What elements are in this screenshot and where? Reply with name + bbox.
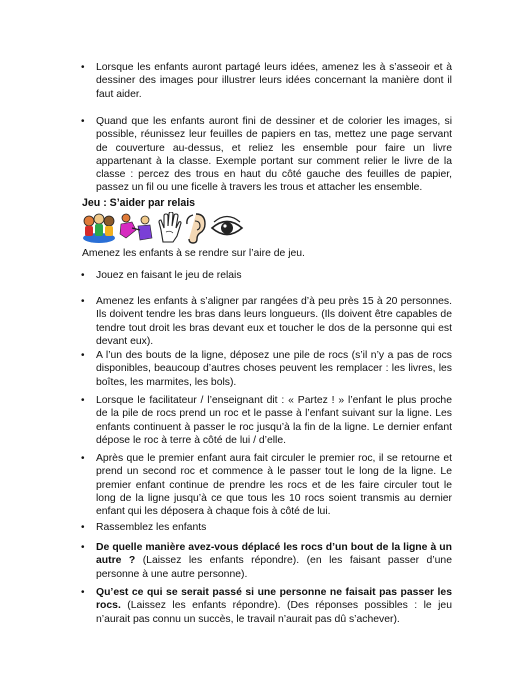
bullet-dot: • — [81, 350, 85, 361]
list-item — [81, 115, 452, 195]
list-item-text: Lorsque les enfants auront partagé leurs idées, amenez les à s’asseoir et à dessiner des images pour illustrer leurs idées concernant la manière dont il faut aider. — [96, 62, 452, 100]
list-item — [81, 541, 452, 581]
bullet-dot: • — [81, 542, 85, 553]
helping-hands-icon — [118, 212, 154, 244]
list-item-text: A l’un des bouts de la ligne, déposez une pile de rocs (s’il n’y a pas de rocs disponibles, beaucoup d’autres choses peuvent les remplacer : les livres, les boîtes, les marmites, les bols). — [96, 350, 452, 388]
list-item — [81, 269, 452, 282]
list-item — [81, 521, 452, 534]
bullet-dot: • — [81, 270, 85, 281]
list-item — [81, 295, 452, 348]
eye-icon — [210, 212, 244, 244]
list-item — [81, 586, 452, 626]
list-item-text: (Laissez les enfants répondre). (Des réponses possibles : le jeu n’aurait pas connu un succès, le travail n’aurait pas dû s’achever). — [96, 600, 452, 625]
list-item-text: (Laissez les enfants répondre). (en les faisant passer d’une personne à une autre personne). — [96, 555, 452, 580]
bullet-dot: • — [81, 522, 85, 533]
list-item-text: Amenez les enfants à s’aligner par rangées d’à peu près 15 à 20 personnes. Ils doivent tendre les bras dans leurs longueurs. (Ils doivent être capables de tendre tout droit les bras devant eux et toucher le dos de la personne qui est devant eux). — [96, 296, 452, 347]
game-intro: Amenez les enfants à se rendre sur l’aire de jeu. — [82, 248, 305, 259]
list-item — [81, 61, 452, 101]
list-item-text: Jouez en faisant le jeu de relais — [96, 270, 242, 281]
bullet-dot: • — [81, 296, 85, 307]
list-item-text: Lorsque le facilitateur / l’enseignant dit : « Partez ! » l’enfant le plus proche de la pile de rocs prend un roc et le passe à l’enfant suivant sur la ligne. Les enfants continuent à passer le roc jusqu’à la fin de la ligne. Le dernier enfant dépose le roc à terre à côté de lui / d’elle. — [96, 395, 452, 446]
ear-icon — [185, 212, 207, 244]
bullet-dot: • — [81, 587, 85, 598]
icon-row — [82, 212, 262, 246]
hand-icon — [157, 212, 183, 244]
section-heading: Jeu : S’aider par relais — [82, 197, 196, 209]
bullet-dot: • — [81, 453, 85, 464]
bullet-dot: • — [81, 116, 85, 127]
bullet-dot: • — [81, 62, 85, 73]
list-item — [81, 452, 452, 518]
list-item-text: Quand que les enfants auront fini de dessiner et de colorier les images, si possible, réunissez leur feuilles de papiers en tas, mettez une page servant de couverture au-dessus, et reliez les ensemble pour faire un livre appartenant à la classe. Exemple portant sur comment relier le livre de la classe : percez des trous en haut du côté gauche des feuilles de papier, passez un fil ou une ficelle à travers les trous et attacher les ensemble. — [96, 116, 452, 194]
list-item — [81, 394, 452, 447]
list-item-text: Après que le premier enfant aura fait circuler le premier roc, il se retourne et prend un second roc et commence à le passer tout le long de la ligne. Le premier enfant continue de prendre les rocs et de les faire circuler tout le long de la ligne jusqu’à ce que tous les 10 rocs soient transmis au dernier enfant qui les déposera à chaque fois à côté de lui. — [96, 453, 452, 518]
question-text: De quelle manière avez-vous déplacé les rocs d’un bout de la ligne à un autre ? — [96, 542, 452, 567]
question-text: Qu’est ce qui se serait passé si une personne ne faisait pas passer les rocs. — [96, 587, 452, 612]
list-item — [81, 349, 452, 389]
group-of-children-icon — [82, 212, 116, 244]
bullet-dot: • — [81, 395, 85, 406]
list-item-text: Rassemblez les enfants — [96, 522, 207, 533]
